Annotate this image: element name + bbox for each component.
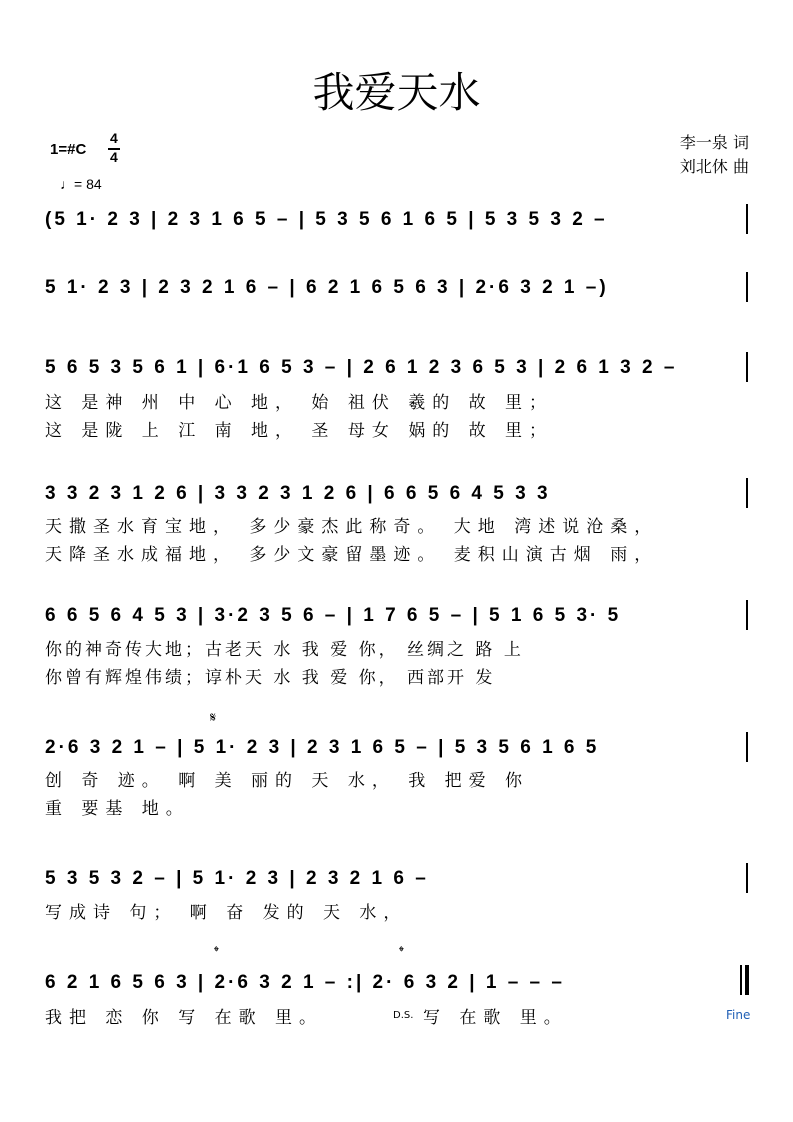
time-signature-top: 4 bbox=[110, 130, 118, 146]
lyrics-row-3-verse-1: 这 是神 州 中 心 地， 始 祖伏 羲的 故 里； bbox=[45, 393, 554, 413]
notation-row-6: 2·6 3 2 1 – | 5 1· 2 3 | 2 3 1 6 5 – | 5 3 5 6 1 6 5 bbox=[45, 737, 600, 758]
credits bbox=[680, 131, 749, 179]
composer: 刘北休 曲 bbox=[679, 157, 749, 176]
lyrics-row-5-verse-1: 你的神奇传大地；古老天 水 我 爱 你， 丝绸之 路 上 bbox=[45, 640, 524, 660]
key-signature: 1=#C bbox=[50, 141, 87, 158]
fine-marking: Fine bbox=[726, 1008, 751, 1022]
barline bbox=[746, 863, 748, 893]
lyrics-row-8-verse-1: 我把 恋 你 写 在歌 里。 bbox=[45, 1008, 324, 1028]
barline bbox=[746, 352, 748, 382]
notation-row-4: 3 3 2 3 1 2 6 | 3 3 2 3 1 2 6 | 6 6 5 6 4 5 3 3 bbox=[45, 483, 551, 504]
notation-row-1: (5 1· 2 3 | 2 3 1 6 5 – | 5 3 5 6 1 6 5 | 5 3 5 3 2 – bbox=[45, 209, 608, 230]
time-signature-bottom: 4 bbox=[110, 149, 118, 165]
coda-sign: 𝄌 bbox=[399, 944, 404, 960]
final-barline-thin bbox=[740, 965, 742, 995]
barline bbox=[746, 272, 748, 302]
notation-row-2: 5 1· 2 3 | 2 3 2 1 6 – | 6 2 1 6 5 6 3 | 2·6 3 2 1 –) bbox=[45, 277, 609, 298]
barline bbox=[746, 204, 748, 234]
dal-segno-marking: D.S. bbox=[393, 1010, 414, 1021]
barline bbox=[746, 732, 748, 762]
barline bbox=[746, 478, 748, 508]
lyrics-row-5-verse-2: 你曾有辉煌伟绩；谆朴天 水 我 爱 你， 西部开 发 bbox=[45, 668, 496, 688]
lyrics-row-3-verse-2: 这 是陇 上 江 南 地， 圣 母女 娲的 故 里； bbox=[45, 421, 554, 441]
lyrics-row-4-verse-2: 天降圣水成福地， 多少文豪留墨迹。 麦积山演古烟 雨， bbox=[45, 545, 659, 565]
segno-sign: 𝄋 bbox=[210, 710, 217, 726]
notation-row-5: 6 6 5 6 4 5 3 | 3·2 3 5 6 – | 1 7 6 5 – | 5 1 6 5 3· 5 bbox=[45, 605, 622, 626]
barline bbox=[746, 600, 748, 630]
lyricist: 李一泉 词 bbox=[679, 133, 749, 152]
lyrics-row-4-verse-1: 天撒圣水育宝地， 多少豪杰此称奇。 大地 湾述说沧桑， bbox=[45, 517, 659, 537]
lyrics-row-8-verse-2: 写 在歌 里。 bbox=[423, 1008, 568, 1028]
lyrics-row-6-verse-2: 重 要基 地。 bbox=[45, 799, 190, 819]
tempo-marking: ♩= 84 bbox=[60, 176, 102, 192]
coda-sign: 𝄌 bbox=[214, 944, 219, 960]
song-title: 我爱天水 bbox=[312, 68, 481, 117]
lyrics-row-6-verse-1: 创 奇 迹。 啊 美 丽的 天 水， 我 把爱 你 bbox=[45, 771, 530, 791]
notation-row-3: 5 6 5 3 5 6 1 | 6·1 6 5 3 – | 2 6 1 2 3 6 5 3 | 2 6 1 3 2 – bbox=[45, 357, 678, 378]
notation-row-8: 6 2 1 6 5 6 3 | 2·6 3 2 1 – :| 2· 6 3 2 | 1 – – – bbox=[45, 972, 565, 993]
notation-row-7: 5 3 5 3 2 – | 5 1· 2 3 | 2 3 2 1 6 – bbox=[45, 868, 429, 889]
final-barline-thick bbox=[745, 965, 749, 995]
lyrics-row-7-verse-1: 写成诗 句； 啊 奋 发的 天 水， bbox=[45, 903, 408, 923]
